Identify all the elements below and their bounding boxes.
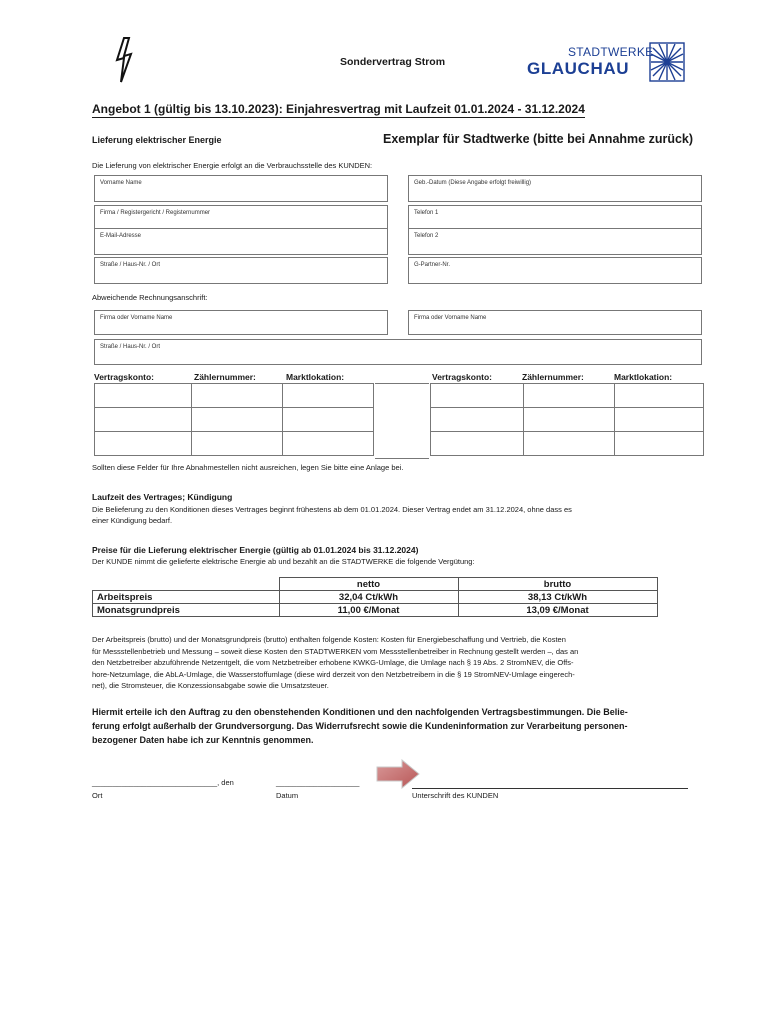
birthdate-field[interactable]	[408, 175, 702, 202]
gross-header: brutto	[458, 578, 657, 591]
term-text-line2: einer Kündigung bedarf.	[92, 516, 173, 525]
logo-text-main: GLAUCHAU	[527, 59, 630, 78]
table-row	[95, 408, 374, 432]
table-cell[interactable]	[431, 384, 524, 408]
billing-street-label: Straße / Haus-Nr. / Ort	[100, 344, 161, 350]
price-base-net: 11,00 €/Monat	[279, 604, 458, 617]
cost-text-line4: hore-Netzumlage, die AbLA-Umlage, die Wasserstoffumlage (diese wird derzeit von den Netzbetreibern in die § 19 StromNEV-Umlage eingerech-	[92, 669, 575, 679]
closing-line1: Hiermit erteile ich den Auftrag zu den obenstehenden Konditionen und den nachfolgenden Vertragsbestimmungen. Die Belie-	[92, 707, 628, 717]
table-cell[interactable]	[524, 384, 615, 408]
signature-label: Unterschrift des KUNDEN	[412, 791, 499, 800]
copy-note: Exemplar für Stadtwerke (bitte bei Annahme zurück)	[383, 132, 694, 146]
signature-line[interactable]	[412, 788, 688, 789]
phone1-field-label: Telefon 1	[414, 210, 439, 216]
street-field[interactable]	[94, 257, 388, 284]
billing-name-field-left[interactable]	[94, 310, 388, 335]
document-title: Sondervertrag Strom	[340, 56, 446, 68]
net-header: netto	[279, 578, 458, 591]
billing-label: Abweichende Rechnungsanschrift:	[92, 293, 208, 302]
closing-line3: bezogener Daten habe ich zur Kenntnis genommen.	[92, 735, 314, 745]
table-row	[431, 384, 704, 408]
partner-number-field[interactable]	[408, 257, 702, 284]
billing-name-field-right[interactable]	[408, 310, 702, 335]
table-divider	[375, 383, 429, 459]
table-row	[93, 591, 658, 604]
meter-table-right	[430, 383, 704, 456]
cost-text-line3: den Netzbetreiber abzuführende Netzentgelt, die vom Netzbetreiber erhobene KWKG-Umlage, die Umlage nach § 19 Abs. 2 StromNEV, die Offs-	[92, 658, 574, 667]
table-row	[95, 384, 374, 408]
right-header-meter: Zählernummer:	[522, 372, 584, 382]
table-cell[interactable]	[192, 408, 283, 432]
prices-intro: Der KUNDE nimmt die gelieferte elektrische Energie ab und bezahlt an die STADTWERKE die folgende Vergütung:	[92, 557, 475, 566]
email-field[interactable]	[94, 228, 388, 255]
date-line[interactable]: ____________________	[276, 778, 360, 787]
name-field[interactable]	[94, 175, 388, 202]
billing-name-right-label: Firma oder Vorname Name	[414, 315, 487, 321]
birthdate-field-label: Geb.-Datum (Diese Angabe erfolgt freiwillig)	[414, 180, 532, 186]
table-cell[interactable]	[95, 384, 192, 408]
delivery-label: Lieferung elektrischer Energie	[92, 135, 222, 145]
partner-number-field-label: G-Partner-Nr.	[414, 262, 451, 268]
phone1-field[interactable]	[408, 205, 702, 229]
left-header-meter: Zählernummer:	[194, 372, 256, 382]
table-row	[431, 432, 704, 456]
meter-table-left	[94, 383, 374, 456]
phone2-field-label: Telefon 2	[414, 233, 439, 239]
table-cell[interactable]	[431, 408, 524, 432]
date-label: Datum	[276, 791, 299, 800]
table-cell[interactable]	[615, 432, 704, 456]
price-table	[92, 577, 658, 617]
left-header-account: Vertragskonto:	[94, 372, 154, 382]
term-text-line1: Die Belieferung zu den Konditionen dieses Vertrages beginnt frühestens ab dem 01.01.2024. Dieser Vertrag endet am 31.12.2024, ohne dass es	[92, 505, 572, 514]
table-cell[interactable]	[95, 432, 192, 456]
price-base-gross: 13,09 €/Monat	[458, 604, 657, 617]
table-row	[93, 578, 658, 591]
company-field-label: Firma / Registergericht / Registernummer	[100, 210, 211, 216]
billing-street-field[interactable]	[94, 339, 702, 365]
logo-burst-icon	[649, 42, 685, 87]
meter-note: Sollten diese Felder für Ihre Abnahmestellen nicht ausreichen, legen Sie bitte eine Anlage bei.	[92, 463, 404, 472]
price-label-base: Monatsgrundpreis	[93, 604, 280, 617]
table-cell[interactable]	[283, 384, 374, 408]
company-field[interactable]	[94, 205, 388, 229]
place-line[interactable]: ______________________________, den	[92, 778, 234, 787]
intro-text: Die Lieferung von elektrischer Energie erfolgt an die Verbrauchsstelle des KUNDEN:	[92, 161, 373, 170]
table-cell[interactable]	[615, 408, 704, 432]
table-row	[431, 408, 704, 432]
closing-line2: ferung erfolgt außerhalb der Grundversorgung. Das Widerrufsrecht sowie die Kundeninformation zur Verarbeitung personen-	[92, 721, 628, 731]
email-field-label: E-Mail-Adresse	[100, 233, 142, 239]
offer-title: Angebot 1 (gültig bis 13.10.2023): Einjahresvertrag mit Laufzeit 01.01.2024 - 31.12.2024	[92, 102, 585, 116]
table-cell[interactable]	[524, 432, 615, 456]
table-row	[95, 432, 374, 456]
right-header-account: Vertragskonto:	[432, 372, 492, 382]
term-heading: Laufzeit des Vertrages; Kündigung	[92, 492, 233, 502]
lightning-icon	[112, 36, 136, 89]
table-cell[interactable]	[283, 408, 374, 432]
table-cell[interactable]	[615, 384, 704, 408]
table-cell	[93, 578, 280, 591]
logo-text-top: STADTWERKE	[568, 45, 654, 59]
table-cell[interactable]	[95, 408, 192, 432]
name-field-label: Vorname Name	[100, 180, 142, 186]
table-cell[interactable]	[524, 408, 615, 432]
table-cell[interactable]	[283, 432, 374, 456]
prices-heading: Preise für die Lieferung elektrischer Energie (gültig ab 01.01.2024 bis 31.12.2024)	[92, 545, 419, 555]
price-label-work: Arbeitspreis	[93, 591, 280, 604]
street-field-label: Straße / Haus-Nr. / Ort	[100, 262, 161, 268]
phone2-field[interactable]	[408, 228, 702, 255]
cost-text-line1: Der Arbeitspreis (brutto) und der Monatsgrundpreis (brutto) enthalten folgende Kosten: Kosten für Energiebeschaffung und Vertrieb, die Kosten	[92, 635, 566, 644]
table-cell[interactable]	[431, 432, 524, 456]
table-cell[interactable]	[192, 432, 283, 456]
cost-text-line5: net), die Stromsteuer, die Konzessionsabgabe sowie die Umsatzsteuer.	[92, 681, 329, 690]
price-work-gross: 38,13 Ct/kWh	[458, 591, 657, 604]
cost-text-line2: für Messstellenbetrieb und Messung – soweit diese Kosten den STADTWERKEN vom Messstellenbetreiber in Rechnung gestellt werden –, das an	[92, 646, 579, 656]
table-cell[interactable]	[192, 384, 283, 408]
price-work-net: 32,04 Ct/kWh	[279, 591, 458, 604]
right-header-location: Marktlokation:	[614, 372, 673, 382]
left-header-location: Marktlokation:	[286, 372, 345, 382]
billing-name-left-label: Firma oder Vorname Name	[100, 315, 173, 321]
place-label: Ort	[92, 791, 103, 800]
table-row	[93, 604, 658, 617]
